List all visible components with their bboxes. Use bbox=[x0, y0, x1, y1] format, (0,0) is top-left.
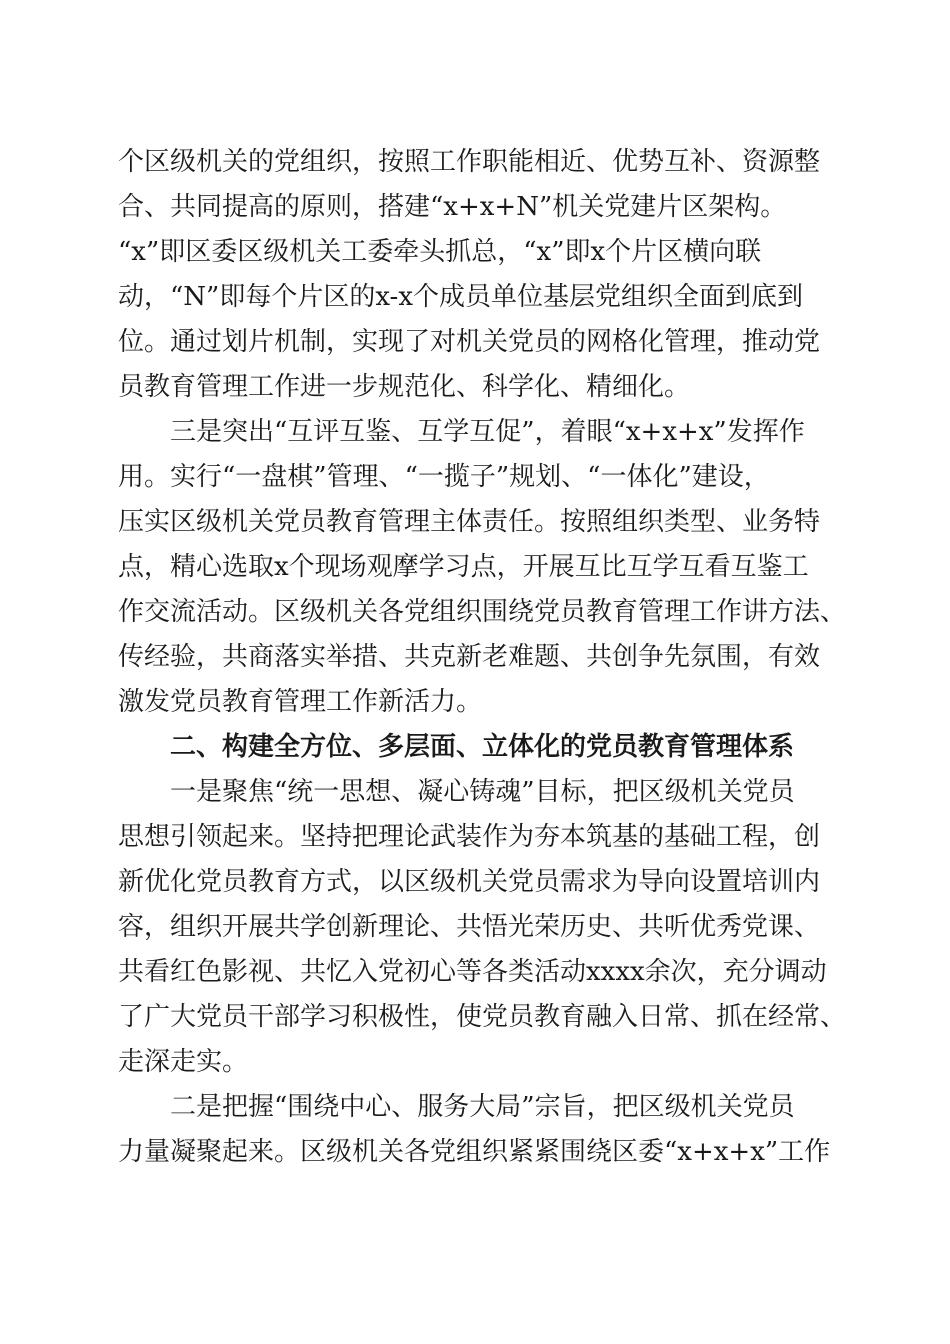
text-line bbox=[0, 364, 950, 410]
text-line bbox=[0, 319, 950, 365]
text-line bbox=[0, 499, 950, 545]
text-line bbox=[0, 1039, 950, 1085]
section-heading-text: 二、构建全方位、多层面、立体化的党员教育管理体系 bbox=[170, 732, 795, 762]
line-text: 新优化党员教育方式，以区级机关党员需求为导向设置培训内 bbox=[118, 867, 821, 897]
line-text: 三是突出“互评互鉴、互学互促”，着眼“x+x+x”发挥作 bbox=[170, 417, 805, 447]
text-line bbox=[0, 184, 950, 230]
line-text: 容，组织开展共学创新理论、共悟光荣历史、共听优秀党课、 bbox=[118, 912, 821, 942]
line-text: 作交流活动。区级机关各党组织围绕党员教育管理工作讲方法、 bbox=[118, 597, 847, 627]
text-line bbox=[0, 1129, 950, 1175]
line-text: 压实区级机关党员教育管理主体责任。按照组织类型、业务特 bbox=[118, 507, 821, 537]
line-text: 激发党员教育管理工作新活力。 bbox=[118, 687, 483, 717]
line-text: 员教育管理工作进一步规范化、科学化、精细化。 bbox=[118, 372, 691, 402]
text-line bbox=[0, 679, 950, 725]
line-text: 共看红色影视、共忆入党初心等各类活动xxxx余次，充分调动 bbox=[118, 957, 827, 987]
text-line bbox=[0, 949, 950, 995]
line-text: 位。通过划片机制，实现了对机关党员的网格化管理，推动党 bbox=[118, 327, 821, 357]
text-line bbox=[0, 859, 950, 905]
line-text: 传经验，共商落实举措、共克新老难题、共创争先氛围，有效 bbox=[118, 642, 821, 672]
text-line bbox=[0, 139, 950, 185]
text-line bbox=[0, 544, 950, 590]
text-line bbox=[0, 634, 950, 680]
text-line bbox=[0, 814, 950, 860]
line-text: 个区级机关的党组织，按照工作职能相近、优势互补、资源整 bbox=[118, 147, 821, 177]
line-text: 思想引领起来。坚持把理论武装作为夯本筑基的基础工程，创 bbox=[118, 822, 821, 852]
line-text: 用。实行“一盘棋”管理、“一揽子”规划、“一体化”建设， bbox=[118, 462, 770, 492]
text-line bbox=[0, 904, 950, 950]
section-heading bbox=[0, 724, 950, 770]
line-text: 合、共同提高的原则，搭建“x+x+N”机关党建片区架构。 bbox=[118, 192, 787, 222]
line-text: 力量凝聚起来。区级机关各党组织紧紧围绕区委“x+x+x”工作 bbox=[118, 1137, 831, 1167]
line-text: 动，“N”即每个片区的x-x个成员单位基层党组织全面到底到 bbox=[118, 282, 803, 312]
paragraph-start-line bbox=[0, 769, 950, 815]
line-text: 走深走实。 bbox=[118, 1047, 249, 1077]
paragraph-start-line bbox=[0, 1084, 950, 1130]
line-text: “x”即区委区级机关工委牵头抓总，“x”即x个片区横向联 bbox=[118, 237, 762, 267]
text-line bbox=[0, 454, 950, 500]
line-text: 点，精心选取x个现场观摩学习点，开展互比互学互看互鉴工 bbox=[118, 552, 809, 582]
paragraph-start-line bbox=[0, 409, 950, 455]
line-text: 了广大党员干部学习积极性，使党员教育融入日常、抓在经常、 bbox=[118, 1002, 847, 1032]
text-line bbox=[0, 274, 950, 320]
text-line bbox=[0, 994, 950, 1040]
line-text: 二是把握“围绕中心、服务大局”宗旨，把区级机关党员 bbox=[170, 1092, 795, 1122]
text-line bbox=[0, 229, 950, 275]
text-line bbox=[0, 589, 950, 635]
line-text: 一是聚焦“统一思想、凝心铸魂”目标，把区级机关党员 bbox=[170, 777, 795, 807]
